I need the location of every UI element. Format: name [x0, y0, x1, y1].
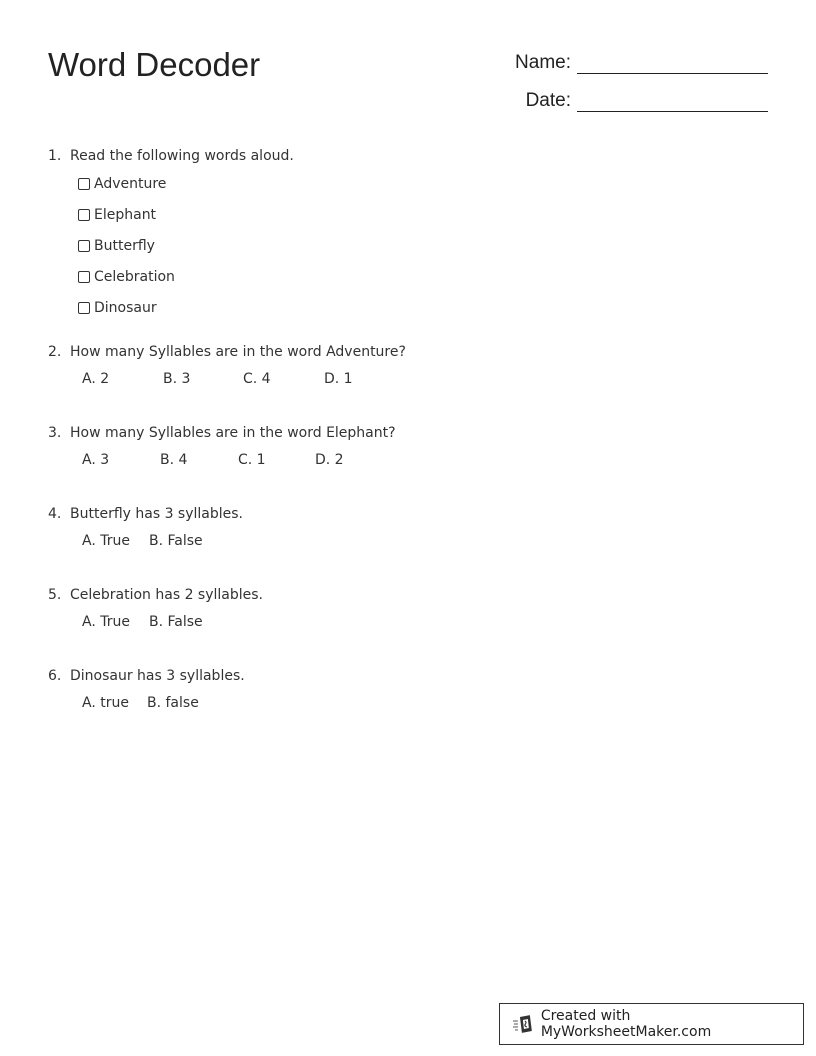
- footer-badge[interactable]: [499, 1003, 804, 1045]
- question-text: How many Syllables are in the word Elephant?: [70, 425, 396, 441]
- question-text: Dinosaur has 3 syllables.: [70, 668, 245, 684]
- date-field[interactable]: [526, 90, 768, 112]
- question-1: [48, 148, 294, 164]
- answer-option[interactable]: B. 3: [163, 371, 191, 387]
- question-4: [48, 506, 243, 522]
- checkbox-icon[interactable]: [78, 240, 90, 252]
- checkbox-icon[interactable]: [78, 302, 90, 314]
- question-number: 5.: [48, 587, 62, 603]
- question-number: 2.: [48, 344, 62, 360]
- answer-options: [82, 452, 344, 468]
- answer-options: [82, 371, 353, 387]
- answer-option[interactable]: A. 2: [82, 371, 110, 387]
- checklist-label: Celebration: [94, 268, 175, 285]
- question-6: [48, 668, 245, 684]
- date-label: Date:: [525, 90, 571, 111]
- question-number: 6.: [48, 668, 62, 684]
- word-checklist: [78, 168, 175, 323]
- footer-text: Created with MyWorksheetMaker.com: [540, 1008, 712, 1040]
- question-number: 3.: [48, 425, 62, 441]
- question-2: [48, 344, 406, 360]
- date-line[interactable]: [577, 91, 768, 112]
- checkbox-icon[interactable]: [78, 209, 90, 221]
- worksheet-title: Word Decoder: [48, 46, 261, 83]
- question-3: [48, 425, 396, 441]
- answer-option[interactable]: A. True: [82, 533, 130, 549]
- checklist-label: Dinosaur: [94, 299, 157, 316]
- answer-option[interactable]: B. false: [147, 695, 199, 711]
- question-text: Butterfly has 3 syllables.: [70, 506, 244, 522]
- checklist-item[interactable]: [78, 230, 175, 261]
- answer-option[interactable]: C. 1: [238, 452, 266, 468]
- answer-option[interactable]: A. 3: [82, 452, 110, 468]
- question-number: 4.: [48, 506, 62, 522]
- answer-options: [82, 614, 203, 630]
- checkbox-icon[interactable]: [78, 178, 90, 190]
- answer-option[interactable]: D. 2: [315, 452, 344, 468]
- name-field[interactable]: [515, 52, 768, 74]
- checklist-item[interactable]: [78, 199, 175, 230]
- answer-option[interactable]: D. 1: [324, 371, 353, 387]
- answer-option[interactable]: B. 4: [160, 452, 188, 468]
- checklist-label: Adventure: [94, 175, 167, 192]
- checklist-label: Butterfly: [94, 237, 155, 254]
- worksheet-logo-icon: [512, 1013, 534, 1035]
- checkbox-icon[interactable]: [78, 271, 90, 283]
- checklist-item[interactable]: [78, 292, 175, 323]
- name-line[interactable]: [577, 53, 768, 74]
- answer-option[interactable]: B. False: [149, 614, 203, 630]
- question-number: 1.: [48, 148, 62, 164]
- question-5: [48, 587, 263, 603]
- answer-option[interactable]: C. 4: [243, 371, 271, 387]
- question-text: Celebration has 2 syllables.: [70, 587, 264, 603]
- answer-option[interactable]: A. true: [82, 695, 129, 711]
- question-text: How many Syllables are in the word Adventure?: [70, 344, 406, 360]
- checklist-label: Elephant: [94, 206, 157, 223]
- answer-option[interactable]: B. False: [149, 533, 203, 549]
- question-text: Read the following words aloud.: [70, 148, 294, 164]
- answer-option[interactable]: A. True: [82, 614, 130, 630]
- name-label: Name:: [515, 52, 571, 73]
- checklist-item[interactable]: [78, 261, 175, 292]
- answer-options: [82, 533, 203, 549]
- checklist-item[interactable]: [78, 168, 175, 199]
- answer-options: [82, 695, 199, 711]
